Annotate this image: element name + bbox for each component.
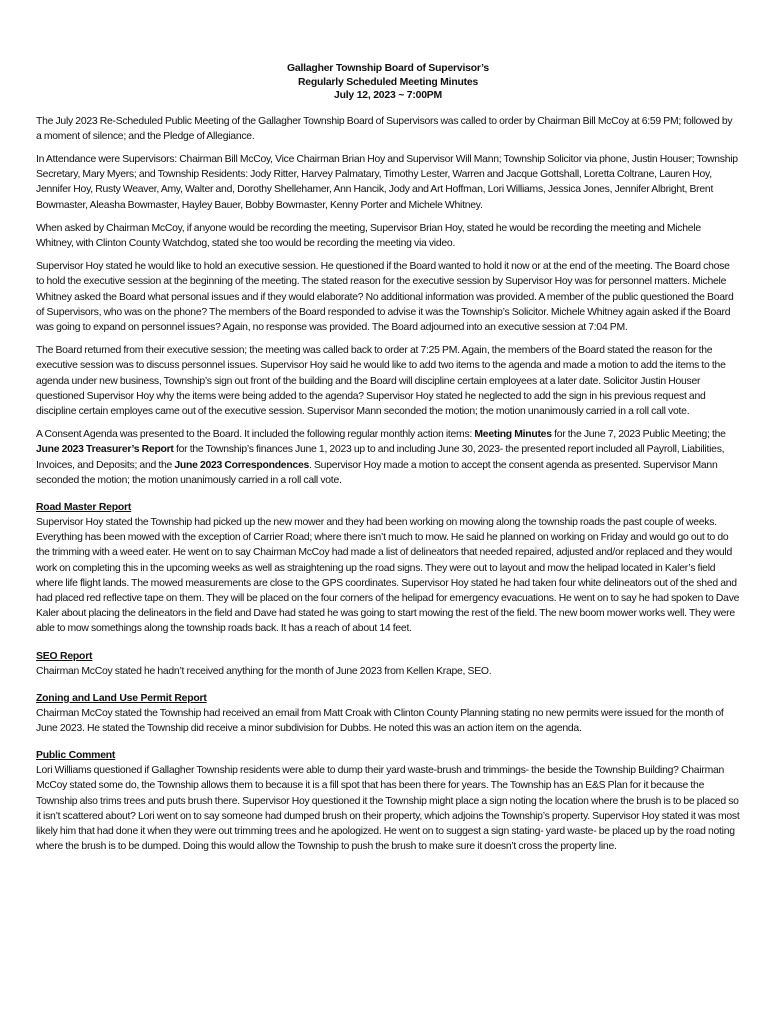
recording-paragraph: When asked by Chairman McCoy, if anyone would be recording the meeting, Supervisor Brian Hoy, stated he would be recording the meeting and Michele Whitney, with Clinton County Watchdog, stated she too would be recording the meeting via video.	[36, 222, 701, 249]
consent-bold-treasurer: June 2023 Treasurer’s Report	[36, 444, 174, 456]
consent-bold-minutes: Meeting Minutes	[474, 429, 552, 441]
consent-text-2: for the June 7, 2023 Public Meeting; the	[551, 429, 726, 441]
seo-report-text: Chairman McCoy stated he hadn’t received anything for the month of June 2023 from Kellen Krape, SEO.	[36, 665, 492, 677]
zoning-report-text: Chairman McCoy stated the Township had received an email from Matt Croak with Clinton County Planning stating no new permits were issued for the month of June 2023. He stated the Township did receive a minor subdivision for Dubbs. He noted this was an action item on the agenda.	[36, 707, 724, 734]
header-subtitle: Regularly Scheduled Meeting Minutes	[297, 76, 479, 88]
road-master-text: Supervisor Hoy stated the Township had picked up the new mower and they had been working on mowing along the township roads the past couple of weeks. Everything has been mowed with the exception of Carrier Road; where there isn’t much to mow. He said he planned on working on Friday and would go out to do the trimming with a weed eater. He went on to say Chairman McCoy had made a list of delineators that needed repaired, adjusted and/or replaced and they would work on completing this in the upcoming weeks as well as straightening up the road signs. They were out to layout and mow the helipad located in Kaler’s field where life flight lands. The mowed measurements are close to the GPS coordinates. Supervisor Hoy stated he had taken four white delineators out of the shed and had placed red reflective tape on them. They will be placed on the four corners of the helipad for emergency evacuations. He went on to say he had spoken to Dave Kaler about placing the delineators in the field and Dave had stated he was going to start mowing the rest of the field. The new boom mower works well. They were able to mow somethings along the township roads back. It has a reach of about 14 feet.	[36, 516, 740, 635]
header-date: July 12, 2023 ~ 7:00PM	[334, 90, 442, 101]
consent-text-4: . Supervisor Hoy made a motion to accept the consent agenda as presented. Supervisor Mann seconded the motion; the motion unanimously carried in a roll call vote.	[36, 459, 718, 486]
document-header	[36, 62, 740, 103]
consent-agenda-paragraph	[36, 427, 740, 488]
call-to-order-paragraph: The July 2023 Re-Scheduled Public Meeting of the Gallagher Township Board of Supervisors was called to order by Chairman Bill McCoy at 6:59 PM; followed by a moment of silence; and the Pledge of Allegiance.	[36, 115, 733, 142]
consent-text-3: for the Township’s finances June 1, 2023 up to and including June 30, 2023- the presented report included all Payroll, Liabilities, Invoices, and Deposits; and the	[36, 444, 725, 471]
executive-session-paragraph: Supervisor Hoy stated he would like to hold an executive session. He questioned if the Board wanted to hold it now or at the end of the meeting. The Board chose to hold the executive session at the beginning of the meeting. The stated reason for the executive session by Supervisor Hoy was for personnel matters. Michele Whitney asked the Board what personal issues and if they would elaborate? No additional information was provided. A member of the public questioned the Board of Supervisors, who was on the phone? The members of the Board responded to advise it was the Township’s Solicitor. Michele Whitney again asked if the Board was going to expand on personnel issues? Again, no response was provided. The Board adjourned into an executive session at 7:04 PM.	[36, 261, 734, 333]
return-from-session-paragraph: The Board returned from their executive session; the meeting was called back to order at 7:25 PM. Again, the members of the Board stated the reason for the executive session was to discuss personnel issues. Supervisor Hoy said he would like to add two items to the agenda and made a motion to add the items to the agenda under new business, Township’s sign out front of the building and the Board will discipline certain employees at a later date. Solicitor Justin Houser questioned Supervisor Hoy why the items were being added to the agenda? Supervisor Hoy stated he neglected to add the sign in his previous request and discipline certain employes came out of the executive session. Supervisor Mann seconded the motion; the motion unanimously carried in a roll call vote.	[36, 345, 726, 417]
zoning-report-heading: Zoning and Land Use Permit Report	[36, 692, 207, 704]
road-master-heading: Road Master Report	[36, 501, 132, 513]
seo-report-heading: SEO Report	[36, 650, 93, 662]
consent-text-1: A Consent Agenda was presented to the Board. It included the following regular monthly action items:	[36, 429, 475, 441]
public-comment-heading: Public Comment	[36, 750, 116, 762]
header-title: Gallagher Township Board of Supervisor’s	[287, 63, 489, 74]
attendance-paragraph: In Attendance were Supervisors: Chairman Bill McCoy, Vice Chairman Brian Hoy and Supervisor Will Mann; Township Solicitor via phone, Justin Houser; Township Secretary, Mary Myers; and Township Residents: Jody Ritter, Harvey Palmatary, Timothy Lester, Warren and Jacque Gottshall, Loretta Coltrane, Lauren Hoy, Jennifer Hoy, Rusty Weaver, Amy, Walter and, Dorothy Shellehamer, Ann Hancik, Jody and Art Hoffman, Lori Williams, Jessica Jones, Jennifer Albright, Brent Bowmaster, Aleasha Bowmaster, Hayley Bauer, Bobby Bowmaster, Kenny Porter and Michele Whitney.	[36, 153, 738, 211]
public-comment-text: Lori Williams questioned if Gallagher Township residents were able to dump their yard waste-brush and trimmings- the beside the Township Building? Chairman McCoy stated some do, the Township allows them to because it is a fill spot that has been there for years. The Township has an E&S Plan for it because the Township also trims trees and puts brush there. Supervisor Hoy questioned it the Township might place a sign noting the location where the brush is to be placed so it isn’t scattered about? Lori went on to say someone had dumped brush on their property, which adjoins the Township’s property. Supervisor Hoy stated it was most likely him that had done it when they were out trimming trees and he apologized. He went on to suggest a sign stating- yard waste- be placed up by the road noting where the brush is to be dumped. Doing this would allow the Township to push the brush to make sure it doesn’t cross the property line.	[36, 765, 740, 853]
consent-bold-correspondences: June 2023 Correspondences	[174, 459, 310, 471]
